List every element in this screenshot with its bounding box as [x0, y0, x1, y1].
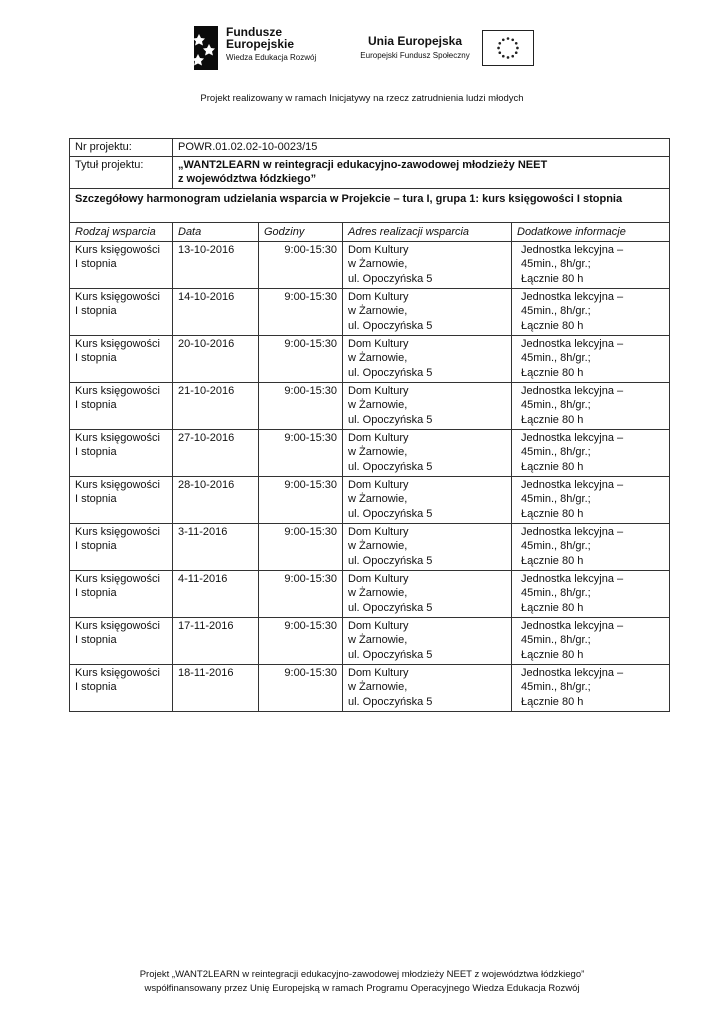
footer-line1: Projekt „WANT2LEARN w reintegracji edukacyjno-zawodowej młodzieży NEET z województwa łódzkiego”	[139, 969, 585, 980]
date-cell: 14-10-2016	[173, 288, 259, 335]
support-type-cell	[70, 523, 173, 570]
info-line1: Jednostka lekcyjna –	[521, 525, 624, 538]
address-line1: Dom Kultury	[348, 337, 409, 350]
support-type-line1: Kurs księgowości	[75, 619, 160, 632]
table-row	[70, 570, 670, 617]
additional-info-cell	[512, 429, 670, 476]
hours-cell: 9:00-15:30	[259, 335, 343, 382]
support-type-line2: I stopnia	[75, 493, 117, 505]
info-line2: 45min., 8h/gr.;	[521, 540, 591, 552]
hours-cell: 9:00-15:30	[259, 617, 343, 664]
header-note: Projekt realizowany w ramach Inicjatywy na rzecz zatrudnienia ludzi młodych	[200, 93, 524, 104]
support-type-cell	[70, 288, 173, 335]
fe-logo-line2: Europejskie	[226, 37, 295, 51]
support-type-cell	[70, 570, 173, 617]
table-row	[70, 664, 670, 711]
fe-logo-line1: Fundusze	[226, 25, 282, 39]
table-row	[70, 523, 670, 570]
address-line3: ul. Opoczyńska 5	[348, 554, 433, 567]
support-type-line1: Kurs księgowości	[75, 337, 160, 350]
date-cell: 27-10-2016	[173, 429, 259, 476]
address-cell	[343, 617, 512, 664]
table-row	[70, 617, 670, 664]
address-line1: Dom Kultury	[348, 525, 409, 538]
project-number-label: Nr projektu:	[70, 139, 173, 157]
support-type-line2: I stopnia	[75, 305, 117, 317]
support-type-cell	[70, 382, 173, 429]
project-title-line2: z województwa łódzkiego”	[178, 173, 317, 185]
address-line2: w Żarnowie,	[348, 681, 408, 693]
hours-cell: 9:00-15:30	[259, 382, 343, 429]
logo-bar	[0, 22, 724, 74]
info-line2: 45min., 8h/gr.;	[521, 258, 591, 270]
date-cell: 3-11-2016	[173, 523, 259, 570]
info-line3: Łącznie 80 h	[521, 507, 584, 520]
table-row	[70, 288, 670, 335]
hours-cell: 9:00-15:30	[259, 241, 343, 288]
info-line2: 45min., 8h/gr.;	[521, 634, 591, 646]
address-line2: w Żarnowie,	[348, 634, 408, 646]
support-type-line1: Kurs księgowości	[75, 478, 160, 491]
additional-info-cell	[512, 570, 670, 617]
support-type-line1: Kurs księgowości	[75, 384, 160, 397]
address-line1: Dom Kultury	[348, 572, 409, 585]
address-line2: w Żarnowie,	[348, 352, 408, 364]
date-cell: 13-10-2016	[173, 241, 259, 288]
fe-logo-line3: Wiedza Edukacja Rozwój	[226, 53, 317, 62]
date-cell: 20-10-2016	[173, 335, 259, 382]
additional-info-cell	[512, 476, 670, 523]
address-line3: ul. Opoczyńska 5	[348, 695, 433, 708]
address-line1: Dom Kultury	[348, 619, 409, 632]
support-type-cell	[70, 335, 173, 382]
table-row	[70, 429, 670, 476]
table-row	[70, 335, 670, 382]
address-cell	[343, 664, 512, 711]
info-line2: 45min., 8h/gr.;	[521, 352, 591, 364]
address-line2: w Żarnowie,	[348, 446, 408, 458]
date-cell: 21-10-2016	[173, 382, 259, 429]
footer-line2: współfinansowany przez Unię Europejską w ramach Programu Operacyjnego Wiedza Edukacja Rozwój	[144, 982, 580, 994]
support-type-line2: I stopnia	[75, 446, 117, 458]
info-line1: Jednostka lekcyjna –	[521, 619, 624, 632]
address-line3: ul. Opoczyńska 5	[348, 601, 433, 614]
support-type-line2: I stopnia	[75, 258, 117, 270]
additional-info-cell	[512, 241, 670, 288]
project-number-row	[70, 139, 670, 157]
support-type-line2: I stopnia	[75, 352, 117, 364]
info-line2: 45min., 8h/gr.;	[521, 399, 591, 411]
info-line3: Łącznie 80 h	[521, 554, 584, 567]
info-line1: Jednostka lekcyjna –	[521, 666, 624, 679]
ue-logo-line1: Unia Europejska	[367, 34, 463, 48]
hours-cell: 9:00-15:30	[259, 523, 343, 570]
info-line1: Jednostka lekcyjna –	[521, 431, 624, 444]
additional-info-cell	[512, 523, 670, 570]
additional-info-cell	[512, 335, 670, 382]
address-cell	[343, 476, 512, 523]
hours-cell: 9:00-15:30	[259, 664, 343, 711]
date-cell: 28-10-2016	[173, 476, 259, 523]
support-type-line1: Kurs księgowości	[75, 525, 160, 538]
table-row	[70, 382, 670, 429]
address-line1: Dom Kultury	[348, 478, 409, 491]
unia-europejska-logo	[355, 30, 545, 70]
address-line1: Dom Kultury	[348, 384, 409, 397]
project-title-label: Tytuł projektu:	[70, 156, 173, 188]
column-header: Rodzaj wsparcia	[70, 223, 173, 242]
additional-info-cell	[512, 288, 670, 335]
support-type-cell	[70, 664, 173, 711]
address-cell	[343, 288, 512, 335]
address-line2: w Żarnowie,	[348, 305, 408, 317]
support-type-line2: I stopnia	[75, 681, 117, 693]
address-line2: w Żarnowie,	[348, 258, 408, 270]
address-line3: ul. Opoczyńska 5	[348, 460, 433, 473]
column-header: Data	[173, 223, 259, 242]
support-type-line2: I stopnia	[75, 634, 117, 646]
info-line3: Łącznie 80 h	[521, 695, 584, 708]
table-row	[70, 476, 670, 523]
address-line3: ul. Opoczyńska 5	[348, 319, 433, 332]
fundusze-europejskie-logo	[190, 22, 330, 74]
address-line1: Dom Kultury	[348, 431, 409, 444]
info-line2: 45min., 8h/gr.;	[521, 587, 591, 599]
support-type-line1: Kurs księgowości	[75, 431, 160, 444]
support-type-cell	[70, 241, 173, 288]
support-type-line1: Kurs księgowości	[75, 243, 160, 256]
address-line1: Dom Kultury	[348, 290, 409, 303]
schedule-table	[69, 138, 670, 712]
date-cell: 18-11-2016	[173, 664, 259, 711]
address-line3: ul. Opoczyńska 5	[348, 366, 433, 379]
info-line1: Jednostka lekcyjna –	[521, 243, 624, 256]
info-line2: 45min., 8h/gr.;	[521, 681, 591, 693]
hours-cell: 9:00-15:30	[259, 476, 343, 523]
support-type-cell	[70, 476, 173, 523]
eu-flag-icon	[482, 30, 534, 66]
column-header-row	[70, 223, 670, 242]
schedule-heading: Szczegółowy harmonogram udzielania wsparcia w Projekcie – tura I, grupa 1: kurs księgowości I stopnia	[70, 188, 670, 223]
ue-logo-line2: Europejski Fundusz Społeczny	[360, 51, 470, 60]
address-cell	[343, 570, 512, 617]
info-line2: 45min., 8h/gr.;	[521, 446, 591, 458]
info-line3: Łącznie 80 h	[521, 413, 584, 426]
project-title-value	[173, 156, 670, 188]
additional-info-cell	[512, 382, 670, 429]
address-line2: w Żarnowie,	[348, 399, 408, 411]
column-header: Adres realizacji wsparcia	[343, 223, 512, 242]
address-line2: w Żarnowie,	[348, 493, 408, 505]
info-line3: Łącznie 80 h	[521, 366, 584, 379]
support-type-line1: Kurs księgowości	[75, 572, 160, 585]
info-line1: Jednostka lekcyjna –	[521, 337, 624, 350]
table-row	[70, 241, 670, 288]
support-type-cell	[70, 617, 173, 664]
address-cell	[343, 335, 512, 382]
address-line3: ul. Opoczyńska 5	[348, 413, 433, 426]
info-line2: 45min., 8h/gr.;	[521, 493, 591, 505]
info-line1: Jednostka lekcyjna –	[521, 290, 624, 303]
address-cell	[343, 382, 512, 429]
info-line3: Łącznie 80 h	[521, 601, 584, 614]
address-line1: Dom Kultury	[348, 666, 409, 679]
hours-cell: 9:00-15:30	[259, 570, 343, 617]
support-type-line2: I stopnia	[75, 540, 117, 552]
address-line3: ul. Opoczyńska 5	[348, 272, 433, 285]
schedule-heading-row	[70, 188, 670, 223]
info-line1: Jednostka lekcyjna –	[521, 384, 624, 397]
address-cell	[343, 241, 512, 288]
additional-info-cell	[512, 664, 670, 711]
column-header: Godziny	[259, 223, 343, 242]
info-line3: Łącznie 80 h	[521, 272, 584, 285]
address-line1: Dom Kultury	[348, 243, 409, 256]
address-line2: w Żarnowie,	[348, 540, 408, 552]
support-type-line2: I stopnia	[75, 587, 117, 599]
support-type-line1: Kurs księgowości	[75, 666, 160, 679]
info-line3: Łącznie 80 h	[521, 319, 584, 332]
project-number-value: POWR.01.02.02-10-0023/15	[173, 139, 670, 157]
info-line2: 45min., 8h/gr.;	[521, 305, 591, 317]
address-cell	[343, 523, 512, 570]
address-cell	[343, 429, 512, 476]
hours-cell: 9:00-15:30	[259, 429, 343, 476]
additional-info-cell	[512, 617, 670, 664]
info-line3: Łącznie 80 h	[521, 648, 584, 661]
column-header: Dodatkowe informacje	[512, 223, 670, 242]
address-line3: ul. Opoczyńska 5	[348, 507, 433, 520]
date-cell: 4-11-2016	[173, 570, 259, 617]
fundusze-europejskie-icon	[190, 24, 222, 72]
info-line1: Jednostka lekcyjna –	[521, 572, 624, 585]
address-line2: w Żarnowie,	[348, 587, 408, 599]
support-type-cell	[70, 429, 173, 476]
info-line1: Jednostka lekcyjna –	[521, 478, 624, 491]
support-type-line2: I stopnia	[75, 399, 117, 411]
project-title-line1: „WANT2LEARN w reintegracji edukacyjno-zawodowej młodzieży NEET	[178, 158, 548, 171]
address-line3: ul. Opoczyńska 5	[348, 648, 433, 661]
footer	[0, 968, 724, 995]
hours-cell: 9:00-15:30	[259, 288, 343, 335]
support-type-line1: Kurs księgowości	[75, 290, 160, 303]
project-title-row	[70, 156, 670, 188]
date-cell: 17-11-2016	[173, 617, 259, 664]
schedule-rows	[70, 241, 670, 711]
info-line3: Łącznie 80 h	[521, 460, 584, 473]
